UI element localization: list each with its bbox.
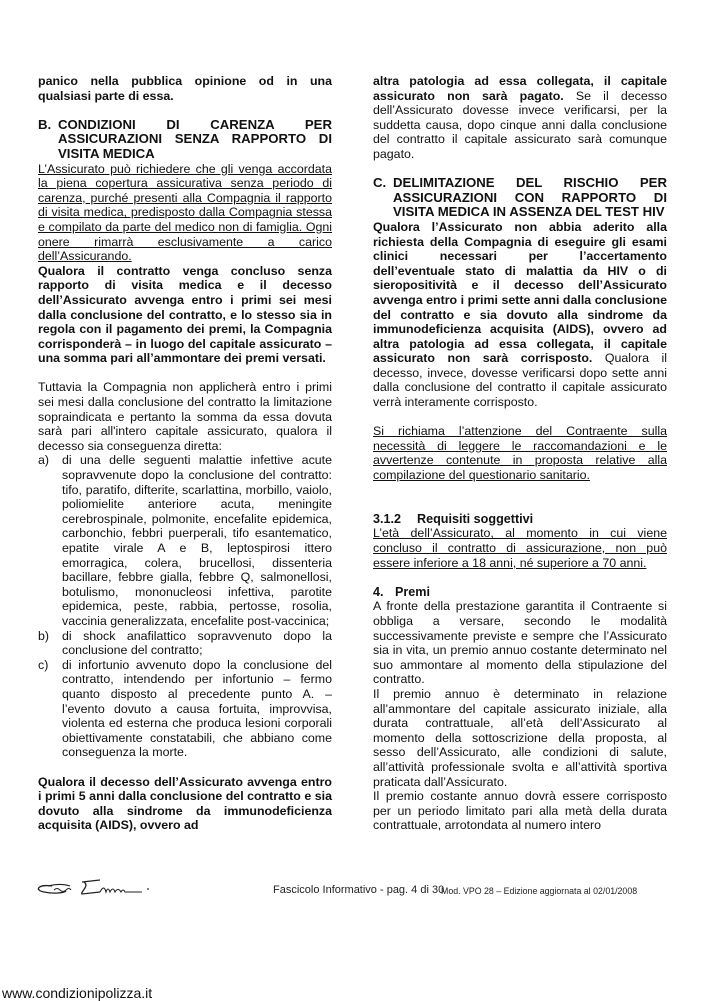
section-b-heading bbox=[38, 118, 332, 162]
section-b-paragraph: Tuttavia la Compagnia non applicherà entro i primi sei mesi dalla conclusione del contratto la limitazione sopraindicata e pertanto la somma da essa dovuta sarà pari all'intero capitale assicurato, qualora il decesso sia conseguenza diretta: bbox=[38, 380, 332, 453]
section-4-title: Premi bbox=[395, 584, 431, 599]
continuation-normal: Se il decesso dell’Assicurato dovesse invece verificarsi, per la suddetta causa, dopo cinque anni dalla conclusione del contratto il capitale assicurato sarà comunque pagato. bbox=[373, 88, 667, 161]
section-4-paragraph: Il premio annuo è determinato in relazione all’ammontare del capitale assicurato iniziale, alla durata contrattuale, all’età dell’Assicurato al momento della sottoscrizione della proposta, al sesso dell’Assicurato, alle condizioni di salute, all’attività professionale svolta e all’attività sportiva praticata dall’Assicurato. bbox=[373, 686, 667, 789]
list-item-label: a) bbox=[38, 453, 50, 468]
section-312-heading bbox=[373, 512, 667, 527]
list-item-c bbox=[38, 658, 332, 760]
list-item-text: di una delle seguenti malattie infettive acute sopravvenute dopo la conclusione del contratto: tifo, paratifo, difterite, scarlattina, morbillo, vaiolo, poliomielite anteriore acuta, meningite cerebrospinale, polmonite, encefalite epidemica, carbonchio, febbri puerperali, tifo esantematico, epatite virale A e B, leptospirosi ittero emorragica, colera, brucellosi, dissenteria bacillare, febbre gialla, febbre Q, salmonellosi, botulismo, mononucleosi infettiva, parotite epidemica, peste, rabbia, pertosse, rosolia, vaccinia generalizzata, encefalite post-vaccinica; bbox=[62, 453, 332, 628]
section-b-label: B. bbox=[38, 116, 52, 132]
section-4-number: 4. bbox=[373, 584, 384, 599]
section-4-paragraph: A fronte della prestazione garantita il Contraente si obbliga a versare, secondo le modalità successivamente previste e sempre che l’Assicurato sia in vita, un premio annuo costante determinato nel suo ammontare al momento della stipulazione del contratto. bbox=[373, 599, 667, 687]
right-column bbox=[373, 74, 667, 833]
section-312-title: Requisiti soggettivi bbox=[417, 511, 534, 526]
continuation-bold: altra patologia ad essa collegata, il capitale assicurato non sarà pagato. bbox=[373, 74, 667, 103]
section-c-normal: Qualora il decesso, invece, dovesse verificarsi dopo sette anni dalla conclusione del contratto il capitale assicurato verrà interamente corrisposto. bbox=[373, 351, 667, 410]
section-c-label: C. bbox=[373, 175, 387, 191]
left-column bbox=[38, 74, 332, 833]
intro-bold-paragraph: panico nella pubblica opinione od in una qualsiasi parte di essa. bbox=[38, 74, 332, 103]
section-c-bold: Qualora l’Assicurato non abbia aderito alla richiesta della Compagnia di eseguire gli esami clinici necessari per l’accertamento dell’eventuale stato di malattia da HIV o di sieropositività e il decesso dell’Assicurato avvenga entro i primi sette anni dalla conclusione del contratto e sia dovuto alla sindrome da immunodeficienza acquisita (AIDS), ovvero ad altra patologia ad essa collegata, il capitale assicurato non sarà corrisposto. bbox=[373, 219, 667, 366]
section-312-number: 3.1.2 bbox=[373, 511, 402, 526]
list-item-label: b) bbox=[38, 628, 50, 643]
list-item-a bbox=[38, 453, 332, 628]
section-c-heading bbox=[373, 176, 667, 220]
section-b-underlined-paragraph: L’Assicurato può richiedere che gli venga accordata la piena copertura assicurativa senza periodo di carenza, purché presenti alla Compagnia il rapporto di visita medica, predisposto dalla Compagnia stessa e compilato da parte del medico non di famiglia. Ogni onere rimarrà esclusivamente a carico dell’Assicurando. bbox=[38, 161, 332, 264]
section-b-bold-paragraph: Qualora il contratto venga concluso senza rapporto di visita medica e il decesso dell’Assicurato avvenga entro i primi sei mesi dalla conclusione del contratto, e lo stesso sia in regola con il pagamento dei premi, la Compagnia corrisponderà – in luogo del capitale assicurato – una somma pari all’ammontare dei premi versati. bbox=[38, 263, 332, 366]
continuation-paragraph bbox=[373, 74, 667, 162]
section-4-heading bbox=[373, 585, 667, 600]
watermark-url: www.condizionipolizza.it bbox=[2, 985, 153, 1001]
section-4-paragraph: Il premio costante annuo dovrà essere corrisposto per un periodo limitato pari alla metà della durata contrattuale, arrotondata al numero intero bbox=[373, 789, 667, 833]
list-item-label: c) bbox=[38, 657, 49, 672]
section-c-title: DELIMITAZIONE DEL RISCHIO PER ASSICURAZIONI CON RAPPORTO DI VISITA MEDICA IN ASSENZA DEL TEST HIV bbox=[393, 175, 667, 220]
section-b-title: CONDIZIONI DI CARENZA PER ASSICURAZIONI SENZA RAPPORTO DI VISITA MEDICA bbox=[58, 116, 332, 161]
section-c-underlined-paragraph: Si richiama l’attenzione del Contraente sulla necessità di leggere le raccomandazioni e le avvertenze contenute in proposta relative alla compilazione del questionario sanitario. bbox=[373, 424, 667, 483]
section-312-underlined-paragraph: L’età dell’Assicurato, al momento in cui viene concluso il contratto di assicurazione, non può essere inferiore a 18 anni, né superiore a 70 anni. bbox=[373, 526, 667, 570]
list-item-text: di shock anafilattico sopravvenuto dopo la conclusione del contratto; bbox=[62, 628, 332, 658]
signature-icon bbox=[30, 872, 160, 902]
aids-bold-paragraph: Qualora il decesso dell’Assicurato avvenga entro i primi 5 anni dalla conclusione del contratto e sia dovuto alla sindrome da immunodeficienza acquisita (AIDS), ovvero ad bbox=[38, 774, 332, 833]
list-item-text: di infortunio avvenuto dopo la conclusione del contratto, intendendo per infortunio – fermo quanto disposto al precedente punto A. – l’evento dovuto a causa fortuita, improvvisa, violenta ed esterna che produca lesioni corporali obiettivamente constatabili, che abbiano come conseguenza la morte. bbox=[62, 657, 332, 760]
list-item-b bbox=[38, 629, 332, 658]
footer-edition: Mod. VPO 28 – Edizione aggiornata al 02/01/2008 bbox=[441, 886, 638, 896]
section-c-paragraph bbox=[373, 220, 667, 410]
footer-page-info: Fascicolo Informativo - pag. 4 di 30 bbox=[273, 884, 445, 896]
